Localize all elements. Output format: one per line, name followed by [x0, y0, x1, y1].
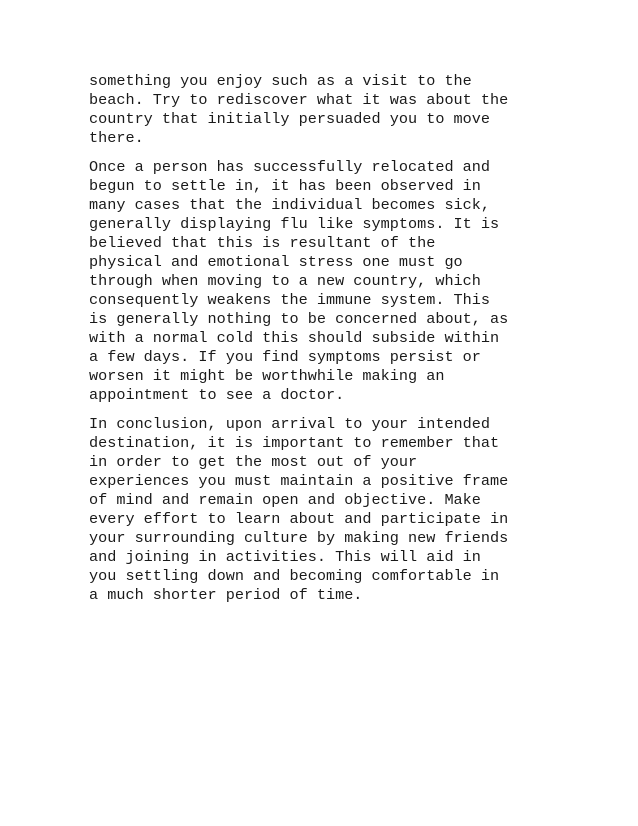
text-line: physical and emotional stress one must go: [89, 253, 463, 271]
paragraph-2: [89, 158, 559, 405]
text-line: country that initially persuaded you to move: [89, 110, 491, 128]
text-line: in order to get the most out of your: [89, 453, 418, 471]
text-line: Once a person has successfully relocated and: [89, 158, 491, 176]
text-line: of mind and remain open and objective. Make: [89, 491, 481, 509]
text-line: appointment to see a doctor.: [89, 386, 345, 404]
text-line: experiences you must maintain a positive frame: [89, 472, 509, 490]
text-line: a much shorter period of time.: [89, 586, 363, 604]
text-line: In conclusion, upon arrival to your intended: [89, 415, 491, 433]
text-line: your surrounding culture by making new friends: [89, 529, 509, 547]
paragraph-1: [89, 72, 559, 148]
text-line: every effort to learn about and participate in: [89, 510, 509, 528]
text-line: you settling down and becoming comfortable in: [89, 567, 500, 585]
text-line: many cases that the individual becomes sick,: [89, 196, 491, 214]
text-line: and joining in activities. This will aid in: [89, 548, 481, 566]
text-line: destination, it is important to remember that: [89, 434, 500, 452]
text-line: with a normal cold this should subside within: [89, 329, 500, 347]
text-line: consequently weakens the immune system. This: [89, 291, 491, 309]
text-line: something you enjoy such as a visit to the: [89, 72, 472, 90]
text-line: worsen it might be worthwhile making an: [89, 367, 445, 385]
document-body: [89, 72, 559, 615]
text-line: a few days. If you find symptoms persist or: [89, 348, 481, 366]
text-line: generally displaying flu like symptoms. It is: [89, 215, 500, 233]
paragraph-3: [89, 415, 559, 605]
text-line: there.: [89, 129, 144, 147]
text-line: is generally nothing to be concerned about, as: [89, 310, 509, 328]
text-line: begun to settle in, it has been observed in: [89, 177, 481, 195]
text-line: believed that this is resultant of the: [89, 234, 436, 252]
text-line: beach. Try to rediscover what it was about the: [89, 91, 509, 109]
text-line: through when moving to a new country, which: [89, 272, 481, 290]
